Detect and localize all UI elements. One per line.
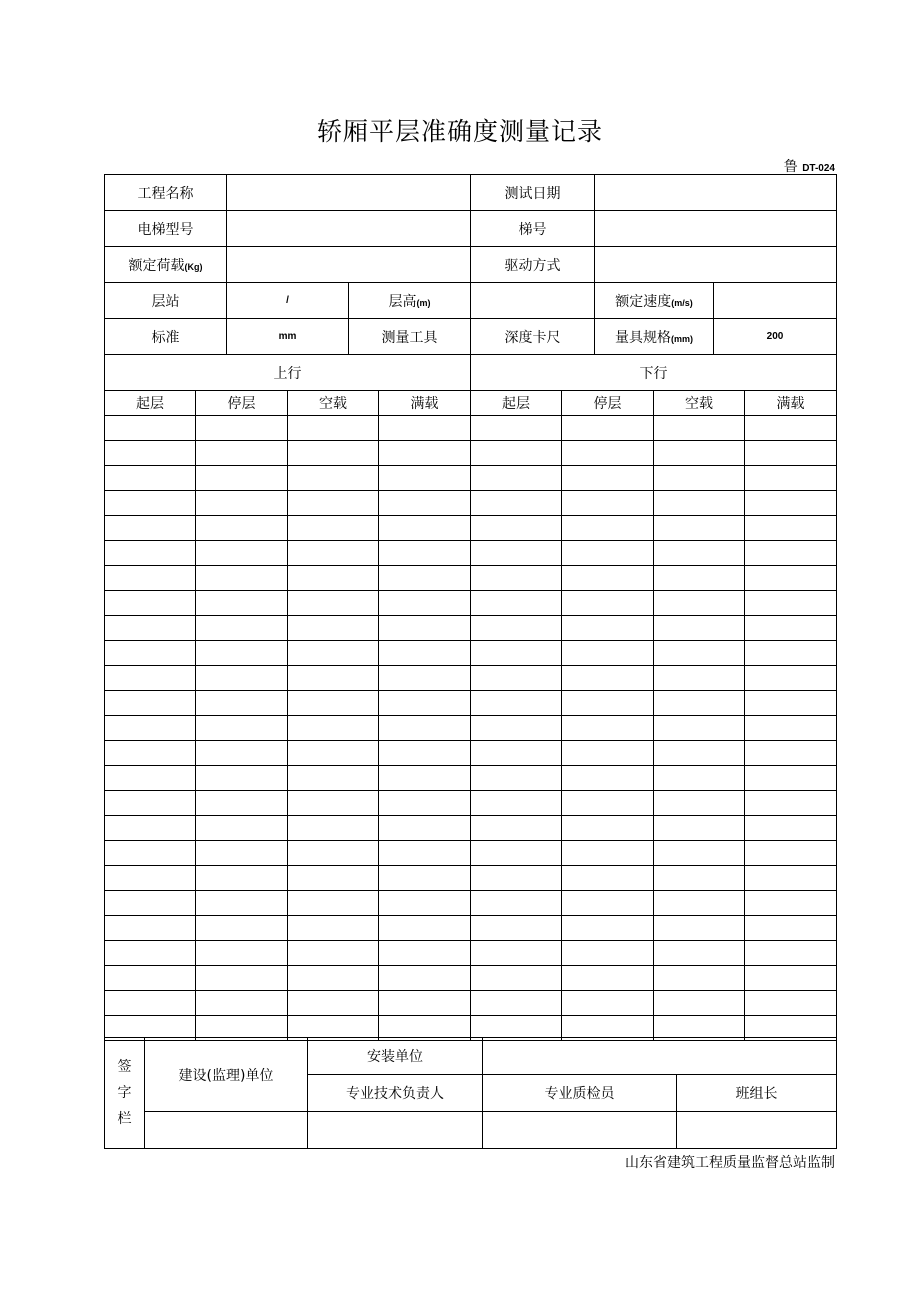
grid-cell[interactable] — [562, 591, 654, 616]
grid-cell[interactable] — [196, 716, 288, 741]
grid-cell[interactable] — [471, 416, 562, 441]
grid-cell[interactable] — [471, 516, 562, 541]
grid-cell[interactable] — [471, 816, 562, 841]
grid-cell[interactable] — [745, 716, 837, 741]
grid-cell[interactable] — [379, 416, 471, 441]
test-date-label: 测试日期 — [471, 175, 595, 211]
elevator-no-value[interactable] — [595, 211, 837, 247]
grid-cell[interactable] — [654, 816, 745, 841]
grid-cell[interactable] — [471, 791, 562, 816]
grid-cell[interactable] — [562, 916, 654, 941]
grid-cell[interactable] — [654, 991, 745, 1016]
grid-cell[interactable] — [288, 641, 379, 666]
table-row — [105, 416, 837, 441]
grid-cell[interactable] — [379, 591, 471, 616]
grid-cell[interactable] — [471, 566, 562, 591]
grid-cell[interactable] — [562, 566, 654, 591]
grid-cell[interactable] — [654, 841, 745, 866]
grid-cell[interactable] — [379, 916, 471, 941]
grid-cell[interactable] — [379, 991, 471, 1016]
rated-load-label — [105, 247, 227, 283]
grid-cell[interactable] — [654, 866, 745, 891]
floor-height-unit: (m) — [416, 297, 431, 308]
grid-cell[interactable] — [105, 866, 196, 891]
floor-height-text: 层高 — [388, 293, 417, 310]
grid-cell[interactable] — [562, 666, 654, 691]
grid-cell[interactable] — [196, 816, 288, 841]
grid-cell[interactable] — [562, 791, 654, 816]
install-unit-label: 安装单位 — [308, 1038, 483, 1075]
grid-cell[interactable] — [196, 891, 288, 916]
section-up: 上行 — [105, 355, 471, 391]
table-row — [105, 941, 837, 966]
grid-cell[interactable] — [288, 616, 379, 641]
header-table — [104, 174, 837, 391]
grid-cell[interactable] — [379, 616, 471, 641]
rated-speed-unit: (m/s) — [671, 297, 693, 308]
grid-cell[interactable] — [105, 941, 196, 966]
table-row — [105, 966, 837, 991]
table-row — [105, 816, 837, 841]
grid-cell[interactable] — [654, 591, 745, 616]
measure-tool-value[interactable]: 深度卡尺 — [471, 319, 595, 355]
drive-mode-value[interactable] — [595, 247, 837, 283]
grid-cell[interactable] — [379, 541, 471, 566]
grid-cell[interactable] — [654, 641, 745, 666]
grid-cell[interactable] — [745, 516, 837, 541]
table-row — [105, 666, 837, 691]
grid-cell[interactable] — [379, 566, 471, 591]
grid-cell[interactable] — [196, 516, 288, 541]
grid-cell[interactable] — [288, 866, 379, 891]
grid-cell[interactable] — [105, 491, 196, 516]
grid-cell[interactable] — [745, 991, 837, 1016]
grid-cell[interactable] — [379, 441, 471, 466]
grid-cell[interactable] — [745, 741, 837, 766]
table-row — [105, 616, 837, 641]
grid-cell[interactable] — [196, 666, 288, 691]
rated-speed-text: 额定速度 — [615, 293, 672, 310]
floor-station-value[interactable]: / — [227, 283, 349, 319]
table-row — [105, 491, 837, 516]
grid-cell[interactable] — [562, 416, 654, 441]
column-header-row — [105, 391, 837, 416]
grid-cell[interactable] — [288, 891, 379, 916]
floor-height-value[interactable] — [471, 283, 595, 319]
grid-cell[interactable] — [745, 891, 837, 916]
grid-cell[interactable] — [288, 716, 379, 741]
grid-cell[interactable] — [471, 441, 562, 466]
grid-body — [105, 416, 837, 1041]
install-unit-value[interactable] — [483, 1038, 837, 1075]
grid-cell[interactable] — [288, 566, 379, 591]
grid-cell[interactable] — [288, 941, 379, 966]
grid-cell[interactable] — [654, 666, 745, 691]
grid-cell[interactable] — [471, 766, 562, 791]
qc-inspector-signature[interactable] — [483, 1112, 677, 1149]
grid-cell[interactable] — [379, 816, 471, 841]
grid-cell[interactable] — [379, 866, 471, 891]
grid-cell[interactable] — [288, 516, 379, 541]
grid-cell[interactable] — [654, 416, 745, 441]
tool-spec-value[interactable]: 200 — [714, 319, 837, 355]
grid-cell[interactable] — [288, 991, 379, 1016]
grid-cell[interactable] — [288, 466, 379, 491]
grid-cell[interactable] — [562, 466, 654, 491]
team-leader-label: 班组长 — [677, 1075, 837, 1112]
grid-cell[interactable] — [745, 491, 837, 516]
grid-cell[interactable] — [654, 566, 745, 591]
grid-cell[interactable] — [288, 916, 379, 941]
project-name-value[interactable] — [227, 175, 471, 211]
signature-char: 栏 — [117, 1111, 132, 1127]
grid-cell[interactable] — [562, 766, 654, 791]
grid-cell[interactable] — [745, 691, 837, 716]
grid-cell[interactable] — [288, 841, 379, 866]
grid-cell[interactable] — [379, 466, 471, 491]
col-up-empty: 空载 — [288, 391, 379, 416]
grid-cell[interactable] — [745, 541, 837, 566]
floor-station-label: 层站 — [105, 283, 227, 319]
table-row — [105, 741, 837, 766]
grid-cell[interactable] — [562, 616, 654, 641]
tool-spec-text: 量具规格 — [615, 329, 671, 346]
form-code-prefix: 鲁 — [783, 159, 798, 175]
drive-mode-label: 驱动方式 — [471, 247, 595, 283]
grid-cell[interactable] — [105, 566, 196, 591]
grid-cell[interactable] — [196, 541, 288, 566]
elevator-model-value[interactable] — [227, 211, 471, 247]
grid-cell[interactable] — [654, 541, 745, 566]
grid-cell[interactable] — [562, 441, 654, 466]
grid-cell[interactable] — [196, 466, 288, 491]
grid-cell[interactable] — [471, 716, 562, 741]
grid-cell[interactable] — [105, 616, 196, 641]
grid-cell[interactable] — [105, 766, 196, 791]
grid-cell[interactable] — [379, 741, 471, 766]
table-row — [105, 566, 837, 591]
grid-cell[interactable] — [379, 766, 471, 791]
team-leader-signature[interactable] — [677, 1112, 837, 1149]
grid-cell[interactable] — [654, 741, 745, 766]
rated-load-unit: (Kg) — [184, 261, 203, 272]
grid-cell[interactable] — [196, 866, 288, 891]
grid-cell[interactable] — [562, 966, 654, 991]
grid-cell[interactable] — [562, 691, 654, 716]
section-down: 下行 — [471, 355, 837, 391]
col-down-start: 起层 — [471, 391, 562, 416]
grid-cell[interactable] — [654, 616, 745, 641]
test-date-value[interactable] — [595, 175, 837, 211]
grid-cell[interactable] — [105, 841, 196, 866]
grid-cell[interactable] — [471, 591, 562, 616]
grid-cell[interactable] — [562, 516, 654, 541]
grid-cell[interactable] — [654, 766, 745, 791]
owner-unit-label: 建设(监理)单位 — [145, 1038, 308, 1112]
col-up-stop: 停层 — [196, 391, 288, 416]
table-row — [105, 891, 837, 916]
grid-cell[interactable] — [471, 866, 562, 891]
grid-cell[interactable] — [105, 991, 196, 1016]
tech-lead-signature[interactable] — [308, 1112, 483, 1149]
grid-cell[interactable] — [379, 966, 471, 991]
grid-cell[interactable] — [196, 916, 288, 941]
grid-cell[interactable] — [105, 891, 196, 916]
grid-cell[interactable] — [196, 966, 288, 991]
table-row — [105, 516, 837, 541]
grid-cell[interactable] — [745, 866, 837, 891]
grid-cell[interactable] — [745, 791, 837, 816]
grid-cell[interactable] — [745, 941, 837, 966]
grid-cell[interactable] — [745, 416, 837, 441]
grid-cell[interactable] — [288, 816, 379, 841]
grid-cell[interactable] — [379, 716, 471, 741]
standard-label: 标准 — [105, 319, 227, 355]
grid-cell[interactable] — [379, 691, 471, 716]
grid-cell[interactable] — [471, 916, 562, 941]
grid-cell[interactable] — [562, 541, 654, 566]
table-row — [105, 641, 837, 666]
grid-cell[interactable] — [196, 691, 288, 716]
grid-cell[interactable] — [105, 641, 196, 666]
measure-tool-label: 测量工具 — [349, 319, 471, 355]
grid-cell[interactable] — [105, 441, 196, 466]
grid-cell[interactable] — [562, 891, 654, 916]
grid-cell[interactable] — [745, 816, 837, 841]
grid-cell[interactable] — [562, 941, 654, 966]
grid-cell[interactable] — [196, 991, 288, 1016]
elevator-model-label: 电梯型号 — [105, 211, 227, 247]
grid-cell[interactable] — [105, 816, 196, 841]
grid-cell[interactable] — [196, 591, 288, 616]
table-row — [105, 716, 837, 741]
grid-cell[interactable] — [745, 841, 837, 866]
grid-cell[interactable] — [745, 641, 837, 666]
grid-cell[interactable] — [288, 666, 379, 691]
tech-lead-label: 专业技术负责人 — [308, 1075, 483, 1112]
grid-cell[interactable] — [379, 641, 471, 666]
grid-cell[interactable] — [654, 516, 745, 541]
grid-cell[interactable] — [105, 466, 196, 491]
grid-cell[interactable] — [745, 666, 837, 691]
grid-cell[interactable] — [471, 741, 562, 766]
floor-height-label — [349, 283, 471, 319]
grid-cell[interactable] — [105, 541, 196, 566]
grid-cell[interactable] — [471, 941, 562, 966]
grid-cell[interactable] — [471, 466, 562, 491]
grid-cell[interactable] — [379, 941, 471, 966]
grid-cell[interactable] — [471, 666, 562, 691]
grid-cell[interactable] — [471, 841, 562, 866]
rated-speed-value[interactable] — [714, 283, 837, 319]
table-row — [105, 916, 837, 941]
grid-cell[interactable] — [745, 466, 837, 491]
grid-cell[interactable] — [196, 641, 288, 666]
grid-cell[interactable] — [379, 791, 471, 816]
grid-cell[interactable] — [654, 891, 745, 916]
grid-cell[interactable] — [288, 441, 379, 466]
grid-cell[interactable] — [105, 791, 196, 816]
table-row — [105, 541, 837, 566]
grid-cell[interactable] — [745, 566, 837, 591]
table-row — [105, 791, 837, 816]
grid-cell[interactable] — [196, 416, 288, 441]
grid-cell[interactable] — [562, 641, 654, 666]
signature-char: 签 — [117, 1059, 132, 1075]
grid-cell[interactable] — [105, 516, 196, 541]
grid-cell[interactable] — [379, 666, 471, 691]
grid-cell[interactable] — [105, 591, 196, 616]
grid-cell[interactable] — [379, 491, 471, 516]
tool-spec-label — [595, 319, 714, 355]
elevator-no-label: 梯号 — [471, 211, 595, 247]
col-up-start: 起层 — [105, 391, 196, 416]
grid-cell[interactable] — [379, 891, 471, 916]
grid-cell[interactable] — [471, 616, 562, 641]
grid-cell[interactable] — [745, 616, 837, 641]
table-row — [105, 691, 837, 716]
owner-unit-signature[interactable] — [145, 1112, 308, 1149]
col-down-empty: 空载 — [654, 391, 745, 416]
signature-label — [105, 1038, 145, 1149]
grid-cell[interactable] — [654, 491, 745, 516]
grid-cell[interactable] — [196, 741, 288, 766]
form-code-number: DT-024 — [802, 163, 835, 174]
grid-cell[interactable] — [379, 841, 471, 866]
grid-cell[interactable] — [288, 966, 379, 991]
grid-cell[interactable] — [654, 941, 745, 966]
table-row — [105, 591, 837, 616]
grid-cell[interactable] — [654, 791, 745, 816]
grid-cell[interactable] — [105, 691, 196, 716]
table-row — [105, 991, 837, 1016]
footer-issuer: 山东省建筑工程质量监督总站监制 — [625, 1155, 835, 1171]
grid-cell[interactable] — [745, 966, 837, 991]
table-row — [105, 441, 837, 466]
grid-cell[interactable] — [471, 891, 562, 916]
grid-cell[interactable] — [562, 841, 654, 866]
grid-cell[interactable] — [288, 591, 379, 616]
col-down-stop: 停层 — [562, 391, 654, 416]
signature-char: 字 — [117, 1085, 132, 1101]
tool-spec-unit: (mm) — [671, 333, 693, 344]
grid-cell[interactable] — [196, 441, 288, 466]
signature-table — [104, 1037, 837, 1149]
table-row — [105, 866, 837, 891]
grid-cell[interactable] — [196, 616, 288, 641]
grid-cell[interactable] — [196, 941, 288, 966]
grid-cell[interactable] — [745, 766, 837, 791]
table-row — [105, 766, 837, 791]
form-code — [784, 156, 835, 176]
grid-cell[interactable] — [288, 691, 379, 716]
grid-cell[interactable] — [471, 491, 562, 516]
grid-cell[interactable] — [745, 591, 837, 616]
grid-cell[interactable] — [105, 916, 196, 941]
grid-cell[interactable] — [379, 516, 471, 541]
grid-cell[interactable] — [105, 966, 196, 991]
grid-cell[interactable] — [471, 641, 562, 666]
grid-cell[interactable] — [562, 866, 654, 891]
grid-cell[interactable] — [471, 541, 562, 566]
standard-unit[interactable]: mm — [227, 319, 349, 355]
grid-cell[interactable] — [562, 991, 654, 1016]
grid-cell[interactable] — [288, 541, 379, 566]
grid-cell[interactable] — [288, 491, 379, 516]
grid-cell[interactable] — [288, 741, 379, 766]
grid-cell[interactable] — [745, 441, 837, 466]
table-row — [105, 466, 837, 491]
rated-load-value[interactable] — [227, 247, 471, 283]
grid-cell[interactable] — [562, 491, 654, 516]
grid-cell[interactable] — [654, 466, 745, 491]
grid-cell[interactable] — [105, 666, 196, 691]
grid-cell[interactable] — [562, 741, 654, 766]
grid-cell[interactable] — [562, 816, 654, 841]
grid-cell[interactable] — [196, 841, 288, 866]
grid-cell[interactable] — [562, 716, 654, 741]
grid-cell[interactable] — [654, 966, 745, 991]
project-name-label: 工程名称 — [105, 175, 227, 211]
grid-cell[interactable] — [654, 916, 745, 941]
grid-cell[interactable] — [105, 741, 196, 766]
col-up-full: 满载 — [379, 391, 471, 416]
grid-cell[interactable] — [654, 441, 745, 466]
table-row — [105, 841, 837, 866]
grid-cell[interactable] — [654, 716, 745, 741]
grid-cell[interactable] — [471, 966, 562, 991]
grid-cell[interactable] — [288, 766, 379, 791]
grid-cell[interactable] — [288, 791, 379, 816]
grid-cell[interactable] — [288, 416, 379, 441]
grid-cell[interactable] — [196, 491, 288, 516]
grid-cell[interactable] — [196, 766, 288, 791]
measurement-grid — [104, 390, 837, 1041]
grid-cell[interactable] — [105, 716, 196, 741]
rated-speed-label — [595, 283, 714, 319]
grid-cell[interactable] — [471, 991, 562, 1016]
grid-cell[interactable] — [196, 566, 288, 591]
grid-cell[interactable] — [654, 691, 745, 716]
grid-cell[interactable] — [105, 416, 196, 441]
grid-cell[interactable] — [745, 916, 837, 941]
col-down-full: 满载 — [745, 391, 837, 416]
rated-load-text: 额定荷载 — [128, 257, 185, 274]
grid-cell[interactable] — [196, 791, 288, 816]
grid-cell[interactable] — [471, 691, 562, 716]
qc-inspector-label: 专业质检员 — [483, 1075, 677, 1112]
page-title: 轿厢平层准确度测量记录 — [316, 117, 603, 146]
